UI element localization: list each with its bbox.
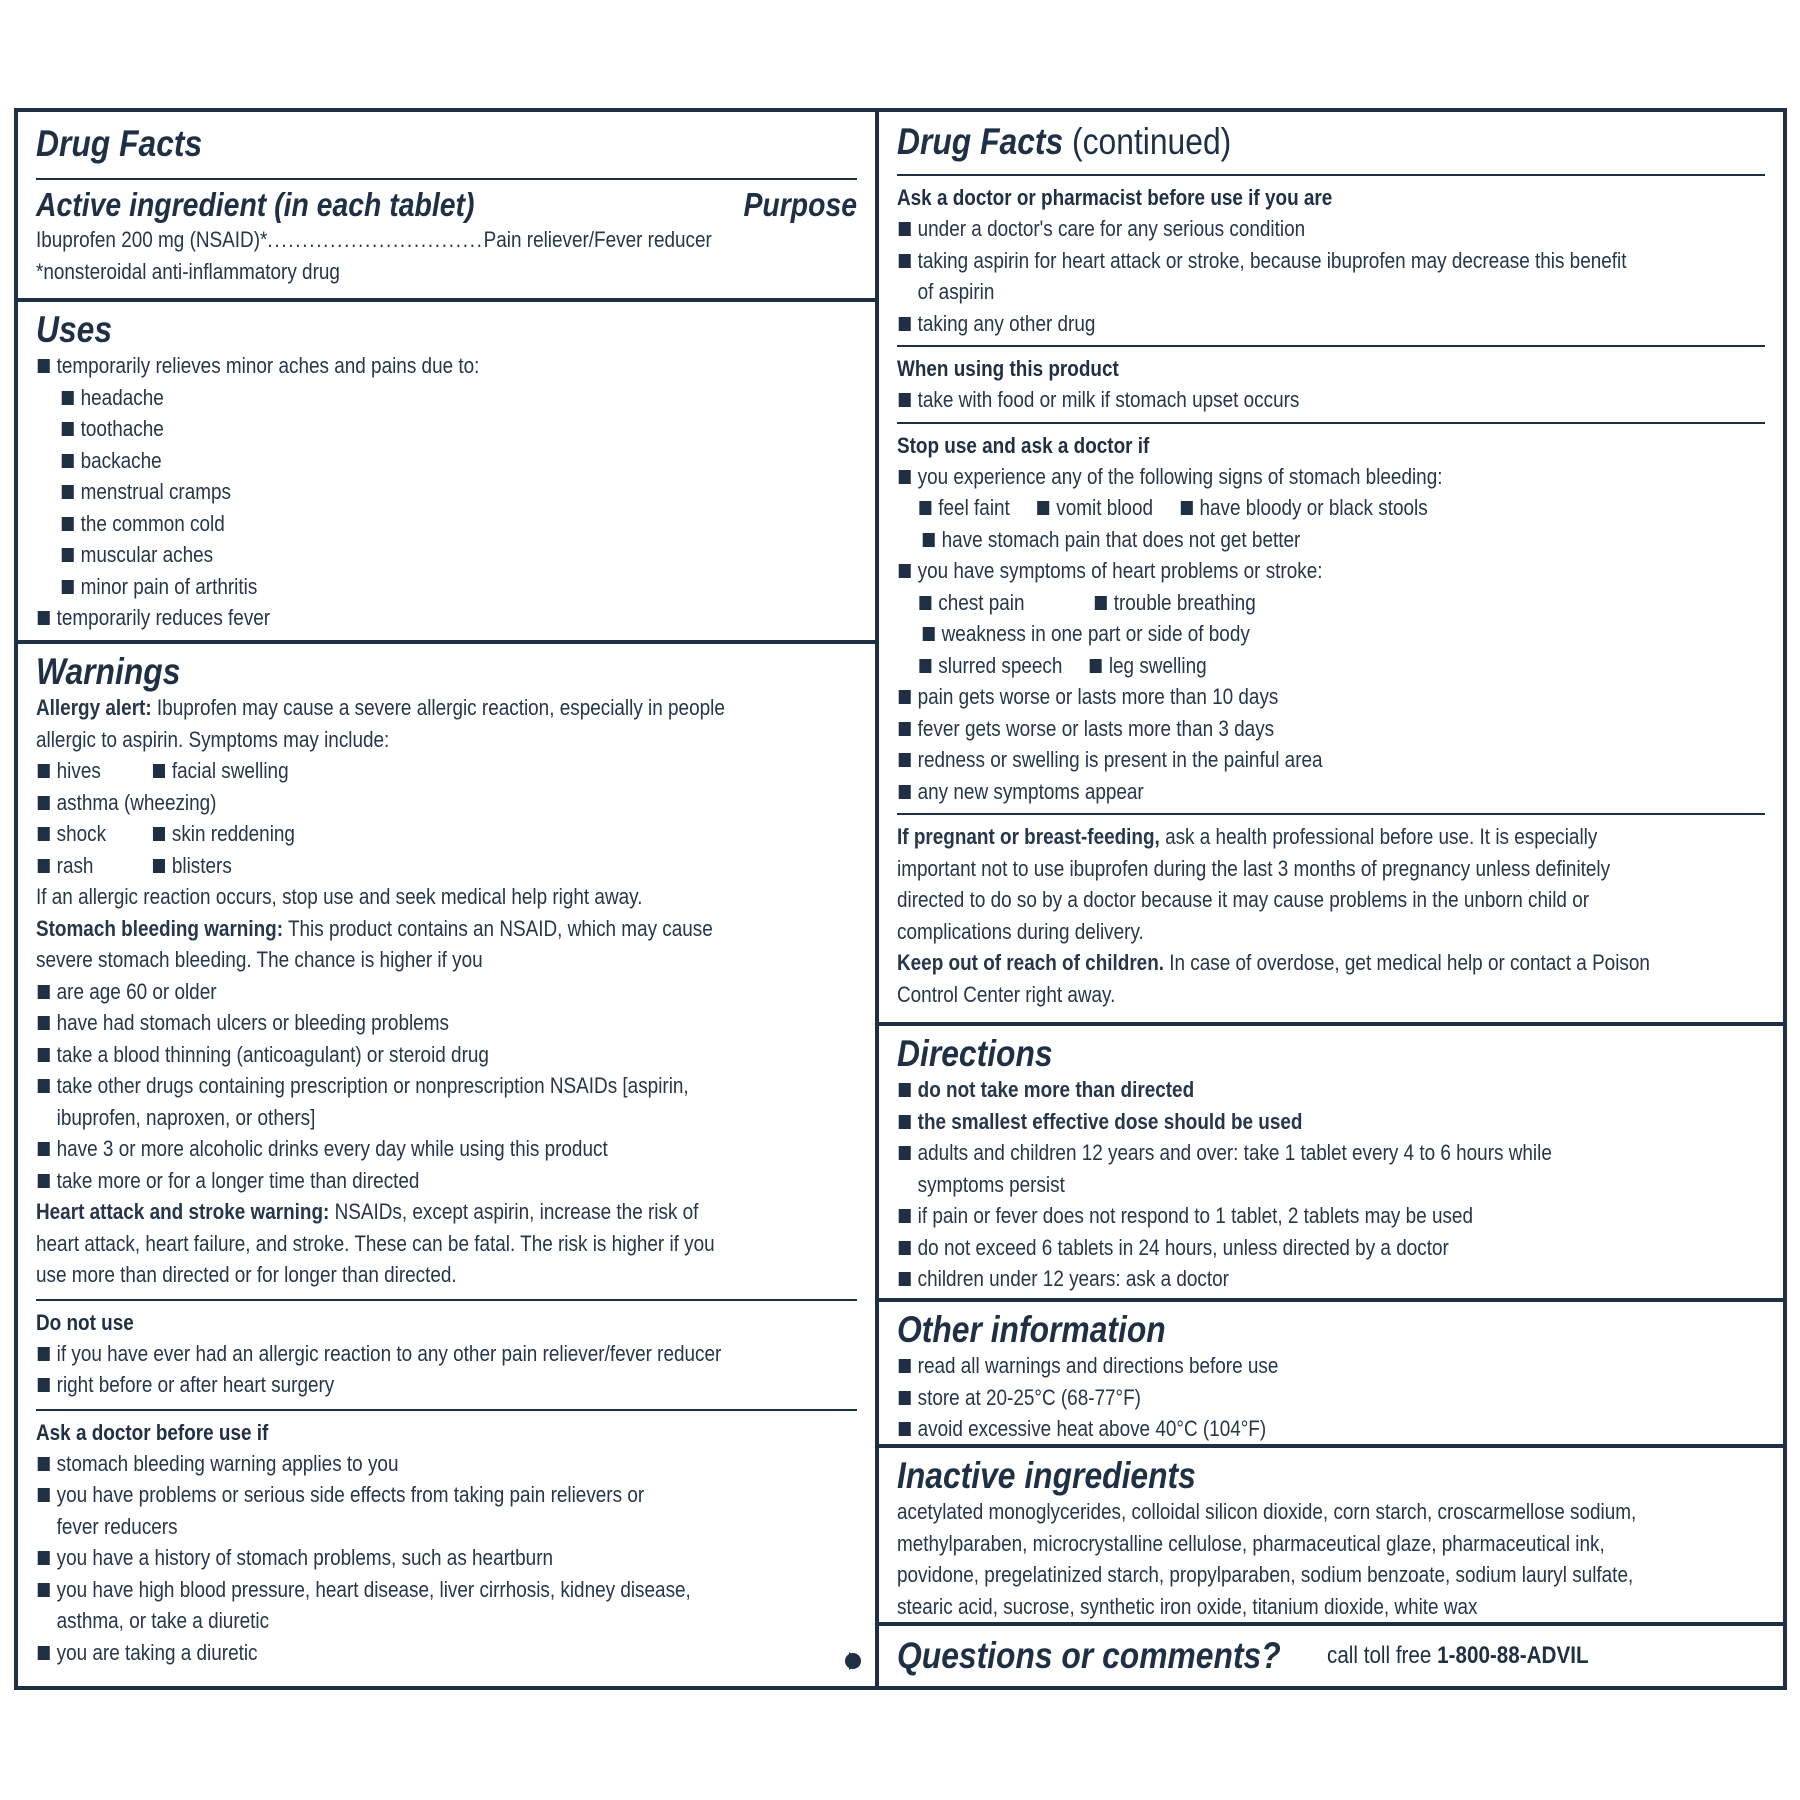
inactive-ingredients-heading: Inactive ingredients [897, 1455, 1196, 1496]
pregnancy-warning-cont: directed to do so by a doctor because it may cause problems in the unborn child or [897, 887, 1590, 912]
stop-use-pairs: slurred speech leg swelling [897, 650, 1643, 682]
questions-panel [879, 1626, 1783, 1686]
questions-row [897, 1626, 1765, 1686]
stomach-item-cont: ibuprofen, naproxen, or others] [56, 1104, 316, 1130]
stop-use-item: pain gets worse or lasts more than 10 days [897, 681, 1643, 713]
inactive-ingredients-line: stearic acid, sucrose, synthetic iron oxide, titanium dioxide, white wax [897, 1593, 1478, 1619]
stomach-item: take more or for a longer time than directed [36, 1165, 742, 1197]
other-information-item: read all warnings and directions before use [897, 1350, 1643, 1382]
do-not-use-heading: Do not use [36, 1309, 134, 1335]
stop-use-heading: Stop use and ask a doctor if [897, 432, 1150, 458]
uses-last: temporarily reduces fever [36, 602, 742, 634]
uses-intro: temporarily relieves minor aches and pains due to: [36, 350, 742, 382]
left-column [18, 112, 879, 1686]
ask-doctor-heading: Ask a doctor before use if [36, 1419, 269, 1445]
allergy-alert: Allergy alert: Ibuprofen may cause a severe allergic reaction, especially in people [36, 695, 725, 720]
ask-doctor-item: you are taking a diuretic [36, 1637, 742, 1669]
stop-use-sub: weakness in one part or side of body [921, 618, 1647, 650]
directions-item: if pain or fever does not respond to 1 tablet, 2 tablets may be used [897, 1200, 1643, 1232]
stomach-item: have 3 or more alcoholic drinks every day while using this product [36, 1133, 742, 1165]
heart-warning-cont: heart attack, heart failure, and stroke. These can be fatal. The risk is higher if you [36, 1230, 715, 1256]
ask-doctor-item: you have a history of stomach problems, such as heartburn [36, 1542, 742, 1574]
allergy-symptoms-row: rash blisters [36, 850, 742, 882]
allergy-after: If an allergic reaction occurs, stop use and seek medical help right away. [36, 884, 643, 909]
stop-use-intro: you have symptoms of heart problems or stroke: [897, 555, 1643, 587]
ask-pharmacist-item: taking aspirin for heart attack or stroke, because ibuprofen may decrease this benefit [897, 245, 1643, 277]
stomach-item: take other drugs containing prescription or nonprescription NSAIDs [aspirin, [36, 1070, 742, 1102]
stop-use-item: fever gets worse or lasts more than 3 days [897, 713, 1643, 745]
uses-heading: Uses [36, 309, 113, 350]
when-using-item: take with food or milk if stomach upset occurs [897, 384, 1643, 416]
directions-bold-item: the smallest effective dose should be used [897, 1106, 1643, 1138]
ask-doctor-item: you have problems or serious side effects from taking pain relievers or [36, 1479, 742, 1511]
inactive-ingredients-line: methylparaben, microcrystalline cellulose, pharmaceutical glaze, pharmaceutical ink, [897, 1530, 1605, 1556]
stop-use-intro: you experience any of the following signs of stomach bleeding: [897, 461, 1643, 493]
allergy-symptoms-row: shock skin reddening [36, 818, 742, 850]
directions-item: children under 12 years: ask a doctor [897, 1263, 1643, 1295]
ask-doctor-item: you have high blood pressure, heart disease, liver cirrhosis, kidney disease, [36, 1574, 742, 1606]
ask-doctor-item-cont: asthma, or take a diuretic [56, 1608, 270, 1633]
warnings-heading: Warnings [36, 651, 181, 692]
directions-item: adults and children 12 years and over: take 1 tablet every 4 to 6 hours while [897, 1137, 1643, 1169]
use-item: muscular aches [60, 539, 745, 571]
keep-out-warning: Keep out of reach of children. In case of overdose, get medical help or contact a Poison [897, 950, 1650, 975]
other-information-item: avoid excessive heat above 40°C (104°F) [897, 1413, 1643, 1445]
use-item: the common cold [60, 508, 745, 540]
keep-out-warning-cont: Control Center right away. [897, 981, 1116, 1007]
questions-phone[interactable]: call toll free 1-800-88-ADVIL [1327, 1642, 1589, 1669]
inactive-ingredients-panel [879, 1448, 1783, 1626]
allergy-symptoms-row: asthma (wheezing) [36, 787, 742, 819]
inactive-ingredients-line: acetylated monoglycerides, colloidal silicon dioxide, corn starch, croscarmellose sodium, [897, 1499, 1637, 1524]
warnings-panel [18, 644, 875, 1686]
stop-use-item: any new symptoms appear [897, 776, 1643, 808]
inactive-ingredients-line: povidone, pregelatinized starch, propylparaben, sodium benzoate, sodium lauryl sulfate, [897, 1562, 1634, 1587]
active-ingredient-heading: Active ingredient (in each tablet) [36, 186, 475, 223]
ask-pharmacist-item: taking any other drug [897, 308, 1643, 340]
pregnancy-warning: If pregnant or breast-feeding, ask a health professional before use. It is especially [897, 824, 1598, 849]
drug-facts-continued-title: Drug Facts (continued) [897, 121, 1232, 162]
directions-bold-item: do not take more than directed [897, 1074, 1643, 1106]
stomach-warning: Stomach bleeding warning: This product contains an NSAID, which may cause [36, 915, 713, 941]
directions-item-cont: symptoms persist [917, 1171, 1065, 1197]
questions-heading: Questions or comments? [897, 1635, 1281, 1676]
stop-use-sub: have stomach pain that does not get better [921, 524, 1647, 556]
use-item: toothache [60, 413, 745, 445]
active-ingredient-header [36, 186, 857, 224]
directions-panel [879, 1026, 1783, 1302]
pregnancy-warning-cont: complications during delivery. [897, 918, 1144, 944]
active-ingredient-panel [18, 112, 875, 302]
other-information-panel [879, 1302, 1783, 1448]
stomach-warning-cont: severe stomach bleeding. The chance is higher if you [36, 947, 483, 972]
right-column [879, 112, 1783, 1686]
do-not-use-item: right before or after heart surgery [36, 1369, 742, 1401]
allergy-alert-cont: allergic to aspirin. Symptoms may include: [36, 726, 390, 752]
use-item: headache [60, 382, 745, 414]
uses-panel [18, 302, 875, 644]
heart-warning-cont: use more than directed or for longer than directed. [36, 1262, 457, 1287]
directions-heading: Directions [897, 1033, 1053, 1074]
continued-arrow-icon [843, 1650, 865, 1672]
stomach-item: have had stomach ulcers or bleeding problems [36, 1007, 742, 1039]
stomach-item: are age 60 or older [36, 976, 742, 1008]
purpose-heading: Purpose [743, 186, 857, 223]
ask-pharmacist-item: under a doctor's care for any serious condition [897, 213, 1643, 245]
stop-use-item: redness or swelling is present in the painful area [897, 744, 1643, 776]
stop-use-pairs: chest pain trouble breathing [897, 587, 1643, 619]
heart-warning: Heart attack and stroke warning: NSAIDs, except aspirin, increase the risk of [36, 1199, 699, 1224]
drug-facts-title: Drug Facts [36, 123, 203, 164]
allergy-symptoms-row: hives facial swelling [36, 755, 742, 787]
use-item: menstrual cramps [60, 476, 745, 508]
stomach-item: take a blood thinning (anticoagulant) or steroid drug [36, 1039, 742, 1071]
directions-item: do not exceed 6 tablets in 24 hours, unless directed by a doctor [897, 1232, 1643, 1264]
drug-facts-label [14, 108, 1787, 1690]
stop-use-pairs: feel faint vomit blood have bloody or black stools [897, 492, 1643, 524]
use-item: backache [60, 445, 745, 477]
warnings-continued-panel [879, 112, 1783, 1026]
ask-doctor-item: stomach bleeding warning applies to you [36, 1448, 742, 1480]
pregnancy-warning-cont: important not to use ibuprofen during the last 3 months of pregnancy unless definitely [897, 855, 1611, 881]
active-ingredient-line: Ibuprofen 200 mg (NSAID)*...............................Pain reliever/Fever reducer [36, 227, 712, 252]
other-information-heading: Other information [897, 1309, 1166, 1350]
ask-pharmacist-item-cont: of aspirin [917, 279, 995, 304]
nsaid-footnote: *nonsteroidal anti-inflammatory drug [36, 258, 340, 284]
ask-doctor-item-cont: fever reducers [56, 1513, 178, 1539]
when-using-heading: When using this product [897, 356, 1119, 381]
use-item: minor pain of arthritis [60, 571, 745, 603]
other-information-item: store at 20-25°C (68-77°F) [897, 1382, 1643, 1414]
ask-pharmacist-heading: Ask a doctor or pharmacist before use if you are [897, 185, 1333, 210]
do-not-use-item: if you have ever had an allergic reaction to any other pain reliever/fever reducer [36, 1338, 742, 1370]
